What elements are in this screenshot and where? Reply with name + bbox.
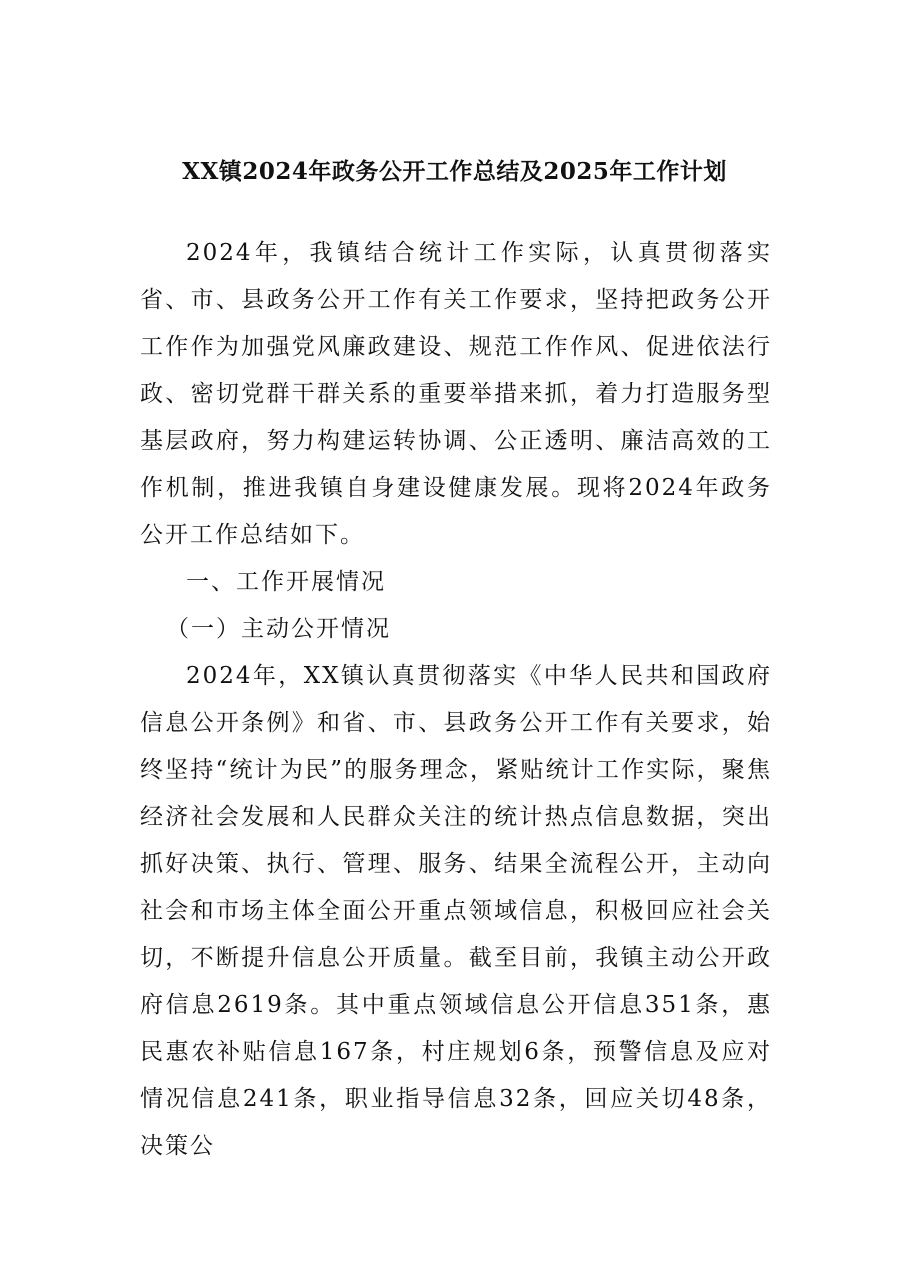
section-heading-work-progress: 一、工作开展情况 — [186, 569, 386, 595]
subsection-heading-proactive-disclosure: （一）主动公开情况 — [166, 616, 391, 642]
proactive-disclosure-paragraph: 2024年，XX镇认真贯彻落实《中华人民共和国政府信息公开条例》和省、市、县政务公开工作有关要求，始终坚持“统计为民”的服务理念，紧贴统计工作实际，聚焦经济社会发展和人民群众关注的统计热点信息数据，突出抓好决策、执行、管理、服务、结果全流程公开，主动向社会和市场主体全面公开重点领域信息，积极回应社会关切，不断提升信息公开质量。截至目前，我镇主动公开政府信息2619条。其中重点领域信息公开信息351条，惠民惠农补贴信息167条，村庄规划6条，预警信息及应对情况信息241条，职业指导信息32条，回应关切48条，决策公 — [140, 663, 772, 1159]
document-body — [140, 230, 772, 1170]
intro-paragraph: 2024年，我镇结合统计工作实际，认真贯彻落实省、市、县政务公开工作有关工作要求，坚持把政务公开工作作为加强党风廉政建设、规范工作作风、促进依法行政、密切党群干群关系的重要举措来抓，着力打造服务型基层政府，努力构建运转协调、公正透明、廉洁高效的工作机制，推进我镇自身建设健康发展。现将2024年政务公开工作总结如下。 — [140, 240, 772, 548]
document-title: XX镇2024年政务公开工作总结及2025年工作计划 — [182, 158, 727, 185]
